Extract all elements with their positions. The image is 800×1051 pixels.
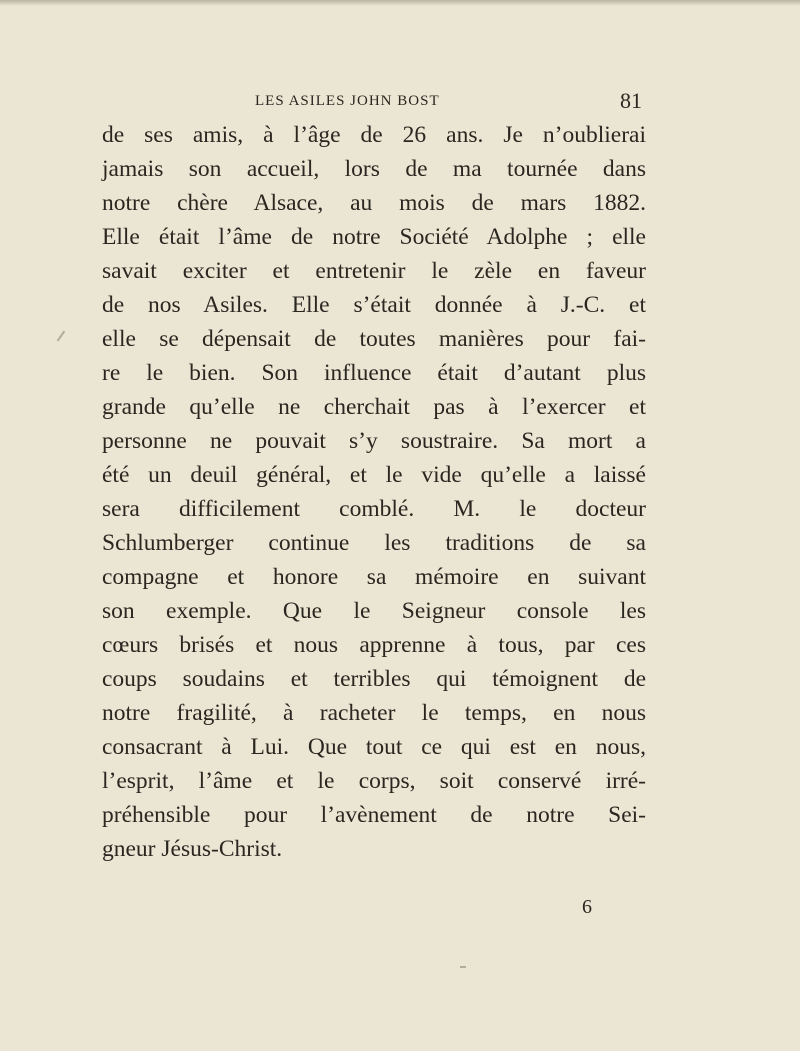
text-line: son exemple. Que le Seigneur console les (102, 598, 646, 624)
page-top-edge (0, 0, 800, 6)
text-line: re le bien. Son influence était d’autant plus (102, 360, 646, 386)
text-line: cœurs brisés et nous apprenne à tous, par ces (102, 632, 646, 658)
text-line: savait exciter et entretenir le zèle en faveur (102, 258, 646, 284)
text-line: notre fragilité, à racheter le temps, en nous (102, 700, 646, 726)
text-line: grande qu’elle ne cherchait pas à l’exercer et (102, 394, 646, 420)
text-line: Schlumberger continue les traditions de sa (102, 530, 646, 556)
text-line: elle se dépensait de toutes manières pour fai- (102, 326, 646, 352)
running-title: LES ASILES JOHN BOST (255, 93, 440, 109)
text-line: l’esprit, l’âme et le corps, soit conservé irré- (102, 768, 646, 794)
paper-speck (460, 966, 466, 968)
text-line: de nos Asiles. Elle s’était donnée à J.-C. et (102, 292, 646, 318)
text-line: jamais son accueil, lors de ma tournée dans (102, 156, 646, 182)
signature-mark: 6 (582, 896, 592, 918)
paper-speck (57, 331, 66, 342)
page-number: 81 (620, 88, 642, 113)
text-line: consacrant à Lui. Que tout ce qui est en nous, (102, 734, 646, 760)
text-line: notre chère Alsace, au mois de mars 1882. (102, 190, 646, 216)
text-line: été un deuil général, et le vide qu’elle a laissé (102, 462, 646, 488)
body-text (102, 118, 646, 866)
text-line: coups soudains et terribles qui témoignent de (102, 666, 646, 692)
text-line: sera difficilement comblé. M. le docteur (102, 496, 646, 522)
text-line: de ses amis, à l’âge de 26 ans. Je n’oublierai (102, 122, 646, 148)
text-line: compagne et honore sa mémoire en suivant (102, 564, 646, 590)
text-line: préhensible pour l’avènement de notre Sei- (102, 802, 646, 828)
text-line-last: gneur Jésus-Christ. (102, 836, 283, 862)
text-line: personne ne pouvait s’y soustraire. Sa mort a (102, 428, 646, 454)
text-line: Elle était l’âme de notre Société Adolphe ; elle (102, 224, 646, 250)
